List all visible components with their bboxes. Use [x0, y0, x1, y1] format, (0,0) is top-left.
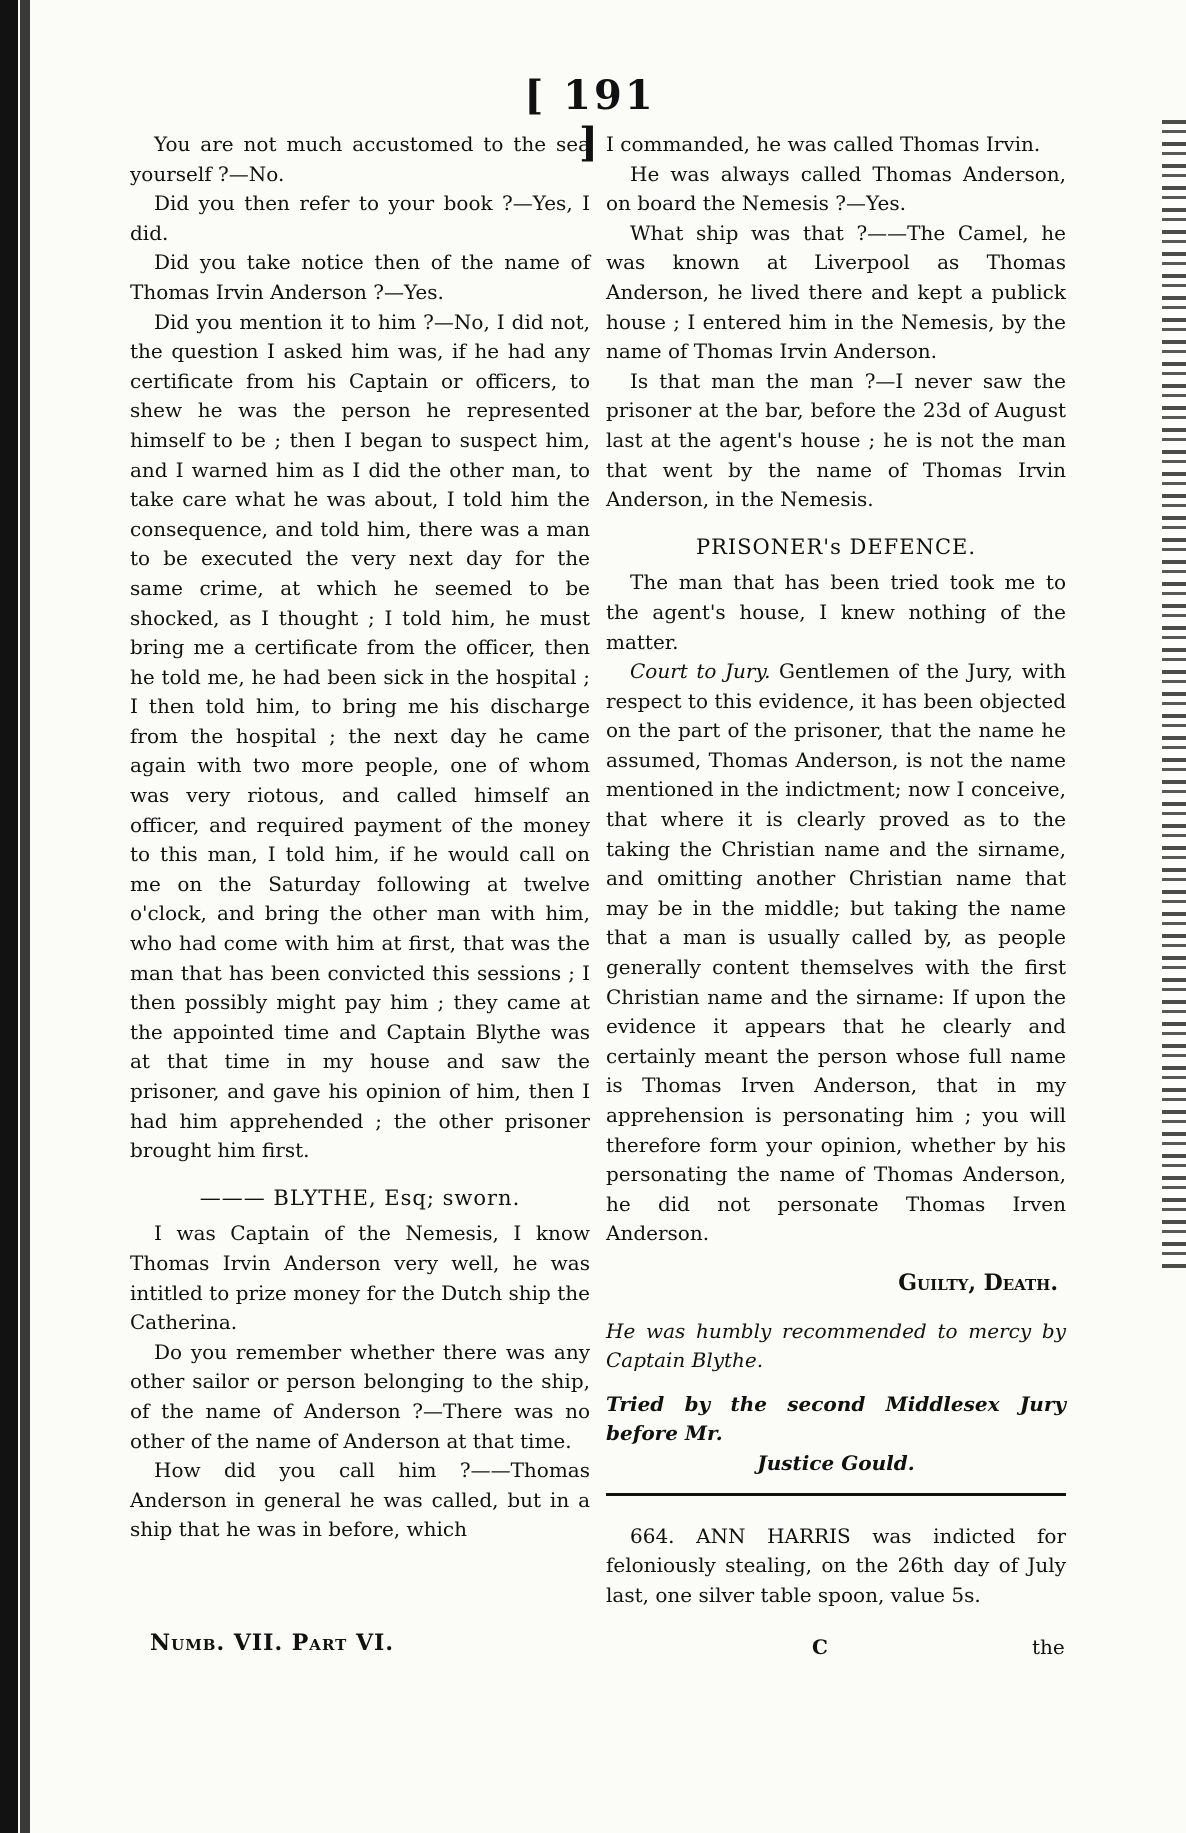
page-edge-artifact [1162, 120, 1186, 1270]
court-label: Court to Jury. [630, 659, 771, 684]
footer-signature: C [812, 1635, 828, 1659]
binding-shadow [0, 0, 18, 1833]
section-rule [606, 1493, 1066, 1496]
recommendation: He was humbly recommended to mercy by Captain Blythe. [606, 1318, 1066, 1373]
footer-number-part: Numb. VII. Part VI. [150, 1630, 394, 1656]
court-text: Gentlemen of the Jury, with respect to this evidence, it has been objected on the part of the prisoner, that the name he assumed, Thomas Anderson, is not the name mentioned in the indictment; now I conceive, that where it is clearly proved as to the taking the Christian name and the sirname, and omitting another Christian name that may be in the middle; but taking the name that a man is usually called by, as people generally content themselves with the first Christian name and the sirname: If upon the evidence it appears that he clearly and certainly meant the person whose full name is Thomas Irven Anderson, that in my apprehension is personating him ; you will therefore form your opinion, whether by his personating the name of Thomas Anderson, he did not personate Thomas Irven Anderson. [606, 659, 1067, 1246]
defence-heading: PRISONER's DEFENCE. [695, 534, 977, 559]
paragraph: How did you call him ?——Thomas Anderson in general he was called, but in a ship that he was in before, which [130, 1458, 590, 1542]
tried-by [606, 1390, 1066, 1479]
tried-by-text: Tried by the second Middlesex Jury before Mr. [606, 1391, 1066, 1446]
page-number: [ 191 ] [524, 72, 656, 166]
paragraph: He was always called Thomas Anderson, on board the Nemesis ?—Yes. [606, 161, 1066, 216]
paragraph: Did you then refer to your book ?—Yes, I did. [130, 191, 590, 245]
next-case: 664. ANN HARRIS was indicted for feloniously stealing, on the 26th day of July last, one silver table spoon, value 5s. [606, 1523, 1066, 1607]
paragraph: I commanded, he was called Thomas Irvin. [606, 132, 1041, 156]
footer-catchword: the [1032, 1635, 1065, 1659]
paragraph: You are not much accustomed to the sea yourself ?—No. [130, 132, 590, 186]
paragraph: Do you remember whether there was any other sailor or person belonging to the ship, of the name of Anderson ?—There was no other of the name of Anderson at that time. [130, 1339, 590, 1453]
right-column [606, 130, 1066, 1610]
paragraph: Is that man the man ?—I never saw the prisoner at the bar, before the 23d of August last at the agent's house ; he is not the man that went by the name of Thomas Irvin Anderson, in the Nemesis. [606, 368, 1066, 512]
justice-name: Justice Gould. [757, 1450, 915, 1475]
defence-text: The man that has been tried took me to the agent's house, I knew nothing of the matter. [606, 570, 1066, 654]
court-charge [606, 657, 1066, 1249]
paragraph: Did you take notice then of the name of Thomas Irvin Anderson ?—Yes. [130, 250, 590, 304]
paragraph: What ship was that ?——The Camel, he was known at Liverpool as Thomas Anderson, he lived there and kept a publick house ; I entered him in the Nemesis, by the name of Thomas Irvin Anderson. [606, 220, 1066, 364]
paragraph: I was Captain of the Nemesis, I know Thomas Irvin Anderson very well, he was intitled to prize money for the Dutch ship the Catherina. [130, 1221, 590, 1335]
left-column [130, 130, 590, 1545]
paragraph: Did you mention it to him ?—No, I did not, the question I asked him was, if he had any certificate from his Captain or officers, to shew he was the person he represented himself to be ; then I began to suspect him, and I warned him as I did the other man, to take care what he was about, I told him the consequence, and told him, there was a man to be executed the very next day for the same crime, at which he seemed to be shocked, as I thought ; I told him, he must bring me a certificate from the officer, then he told me, he had been sick in the hospital ; I then told him, to bring me his discharge from the hospital ; the next day he came again with two more people, one of whom was very riotous, and called himself an officer, and required payment of the money to this man, I told him, if he would call on me on the Saturday following at twelve o'clock, and bring the other man with him, who had come with him at first, that was the man that has been convicted this sessions ; I then possibly might pay him ; they came at the appointed time and Captain Blythe was at that time in my house and saw the prisoner, and gave his opinion of him, then I had him apprehended ; the other prisoner brought him first. [130, 309, 590, 1163]
witness-heading: ——— BLYTHE, Esq; sworn. [199, 1185, 521, 1210]
verdict: Guilty, Death. [898, 1269, 1058, 1296]
binding-edge [20, 0, 30, 1833]
